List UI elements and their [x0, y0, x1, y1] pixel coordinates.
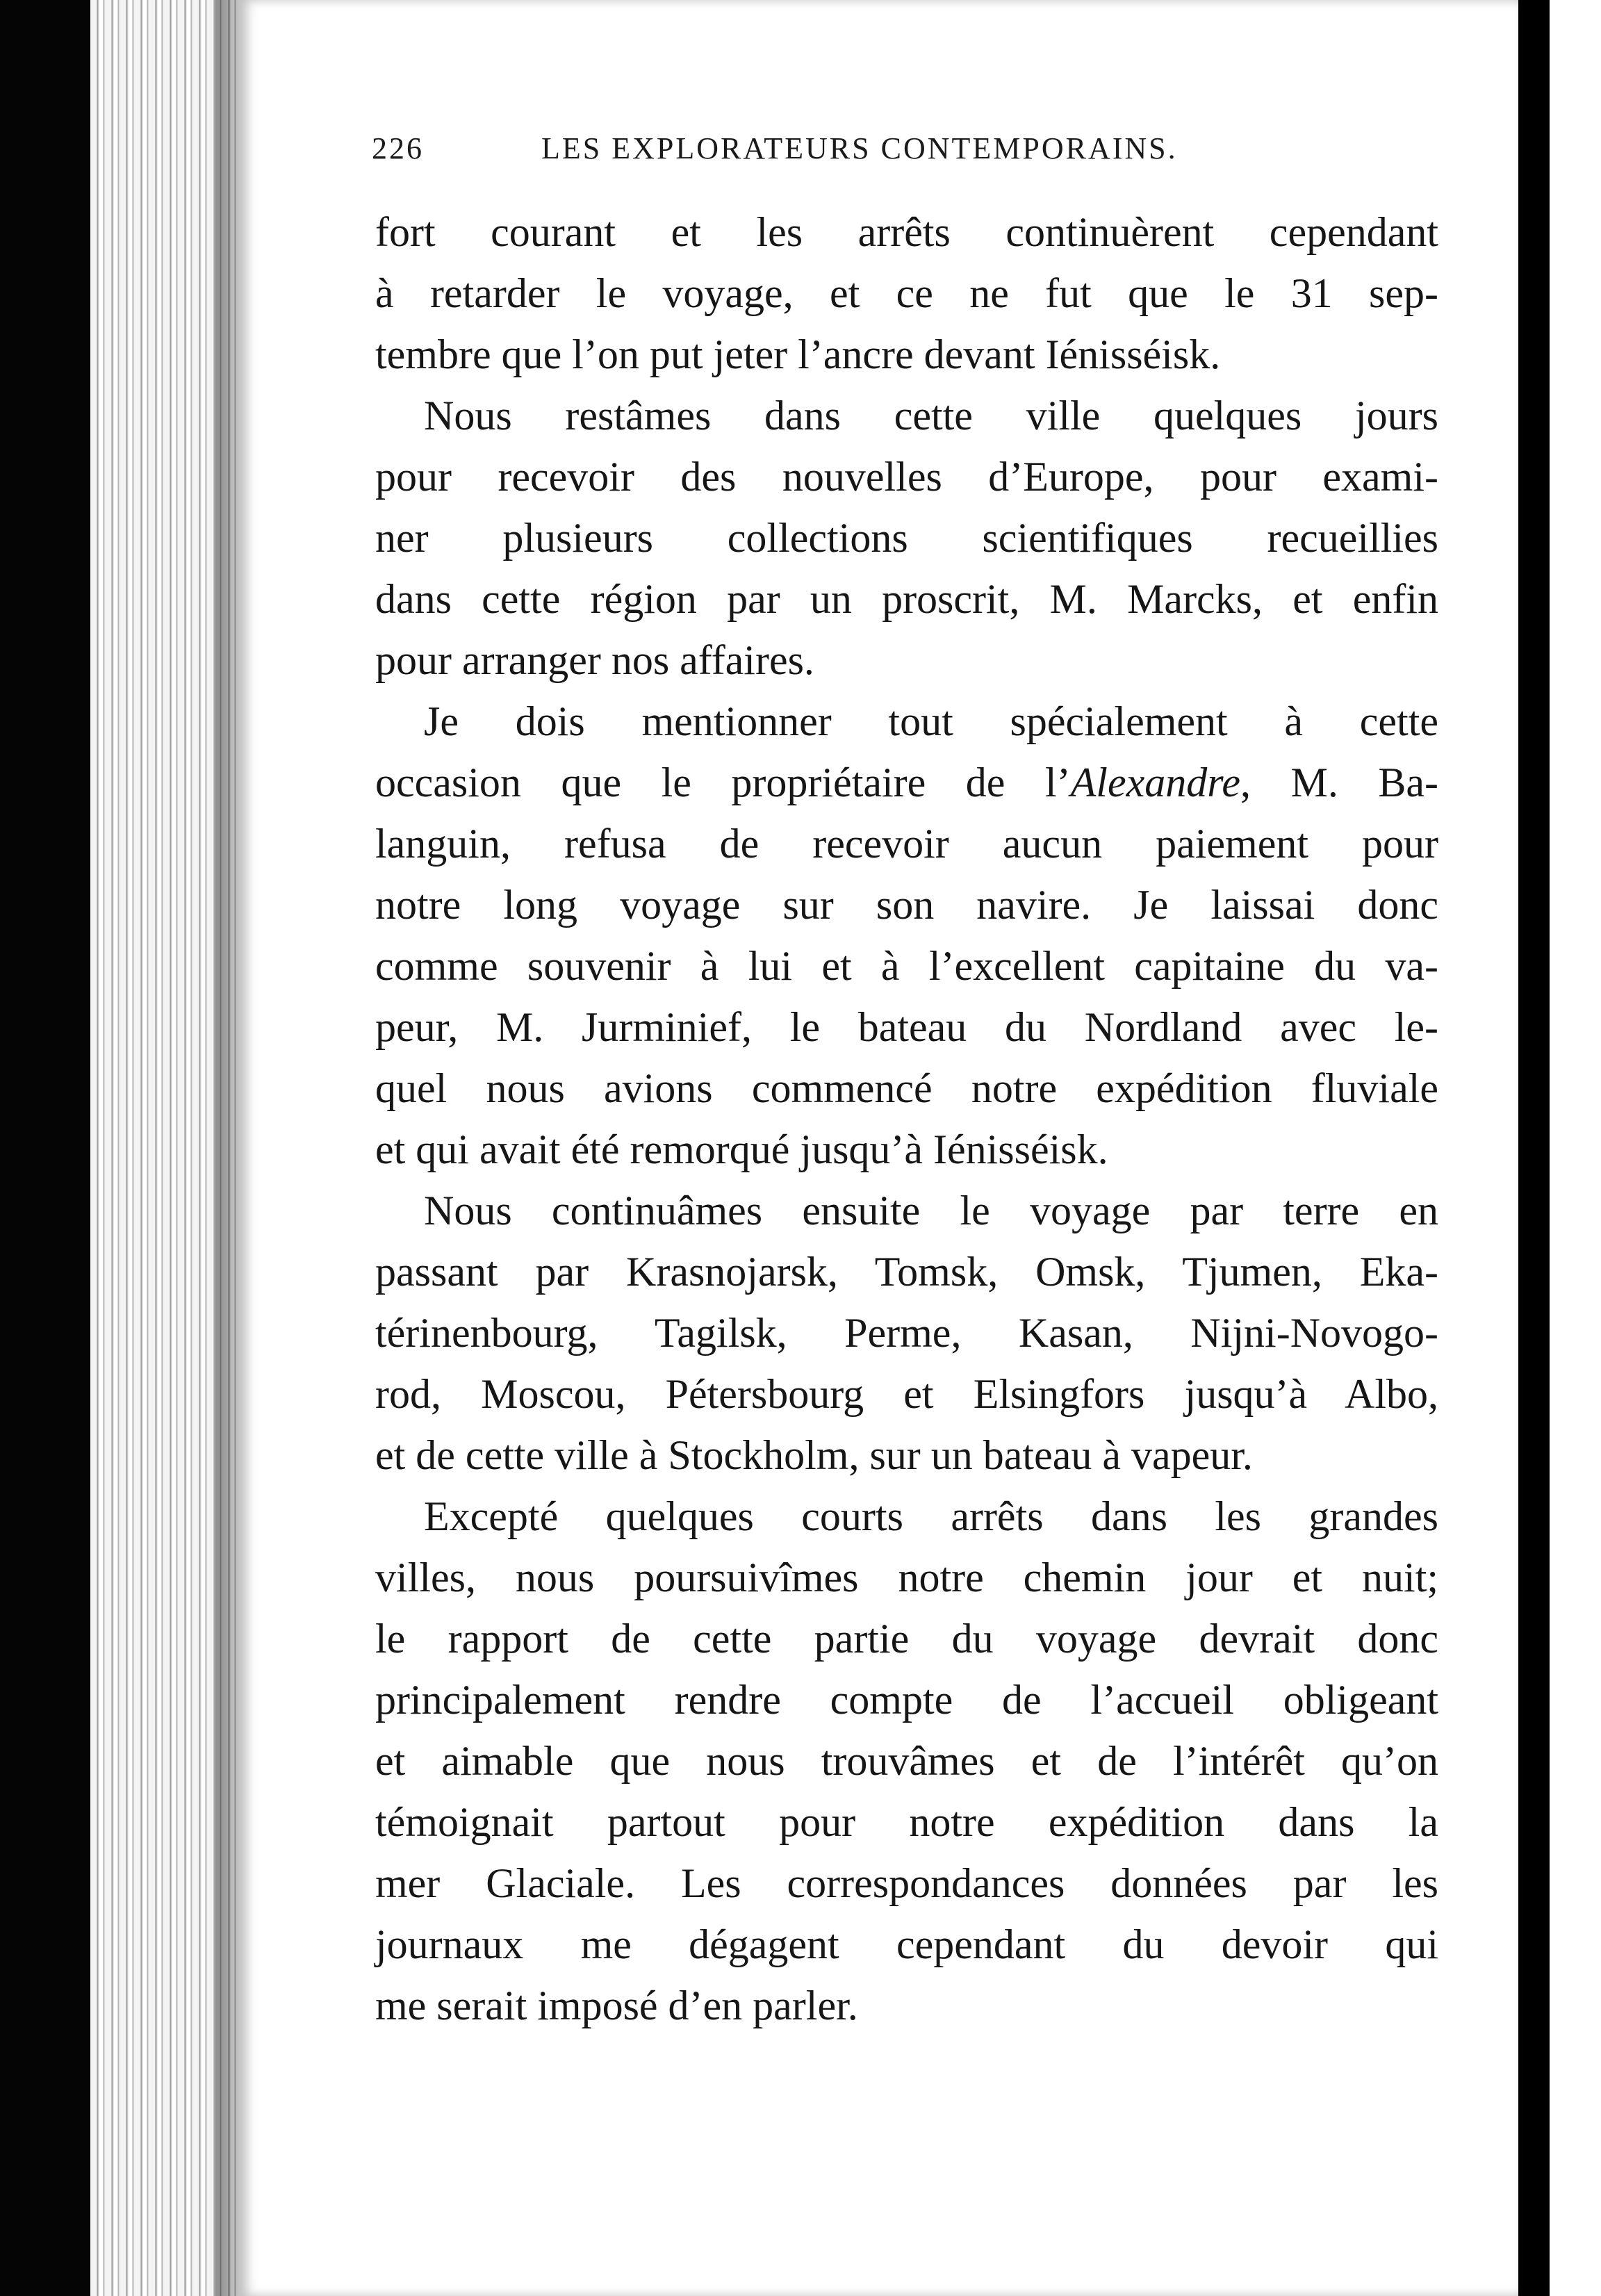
text-line: notre long voyage sur son navire. Je laissai donc: [375, 882, 1438, 928]
text-line: mer Glaciale. Les correspondances données par les: [375, 1860, 1438, 1906]
text-line: journaux me dégagent cependant du devoir qui: [375, 1921, 1438, 1967]
text-line: peur, M. Jurminief, le bateau du Nordland avec le-: [375, 1004, 1438, 1050]
book-gutter: [1518, 0, 1550, 2296]
text-line: fort courant et les arrêts continuèrent cependant: [375, 209, 1438, 255]
text-line: le rapport de cette partie du voyage devrait donc: [375, 1616, 1438, 1662]
text-line: languin, refusa de recevoir aucun paiement pour: [375, 821, 1438, 867]
text-line: pour arranger nos affaires.: [375, 637, 814, 683]
paragraph-5: [375, 1486, 1438, 2036]
paragraph-2: [375, 385, 1438, 691]
text-line: et de cette ville à Stockholm, sur un bateau à vapeur.: [375, 1432, 1253, 1478]
text-line: et aimable que nous trouvâmes et de l’intérêt qu’on: [375, 1738, 1438, 1784]
text-line: comme souvenir à lui et à l’excellent capitaine du va-: [375, 943, 1438, 989]
text-line: principalement rendre compte de l’accueil obligeant: [375, 1677, 1438, 1723]
text-line: Je dois mentionner tout spécialement à cette: [424, 698, 1438, 744]
text-line: térinenbourg, Tagilsk, Perme, Kasan, Nijni-Novogo-: [375, 1310, 1438, 1356]
text-line: à retarder le voyage, et ce ne fut que le 31 sep-: [375, 270, 1438, 316]
text-line: Excepté quelques courts arrêts dans les grandes: [424, 1493, 1438, 1539]
text-line: Nous continuâmes ensuite le voyage par terre en: [424, 1188, 1438, 1233]
running-head: [372, 131, 1275, 179]
text-line: passant par Krasnojarsk, Tomsk, Omsk, Tjumen, Eka-: [375, 1249, 1438, 1295]
text-segment: occasion que le propriétaire de l’: [375, 760, 1071, 805]
text-line: Nous restâmes dans cette ville quelques jours: [424, 393, 1438, 438]
text-line: quel nous avions commencé notre expédition fluviale: [375, 1065, 1438, 1111]
text-line: villes, nous poursuivîmes notre chemin jour et nuit;: [375, 1555, 1438, 1600]
text-line: ner plusieurs collections scientifiques recueillies: [375, 515, 1438, 561]
text-line: témoignait partout pour notre expédition dans la: [375, 1799, 1438, 1845]
text-line: dans cette région par un proscrit, M. Marcks, et enfin: [375, 576, 1438, 622]
body-text: [375, 202, 1438, 2036]
page-number: 226: [372, 131, 424, 165]
paragraph-1: [375, 202, 1438, 385]
text-line: et qui avait été remorqué jusqu’à Iénisséisk.: [375, 1126, 1108, 1172]
paragraph-3: [375, 691, 1438, 1180]
text-line-with-italic: [375, 752, 1438, 813]
text-line: tembre que l’on put jeter l’ancre devant Iénisséisk.: [375, 331, 1221, 377]
text-line: pour recevoir des nouvelles d’Europe, pour exami-: [375, 454, 1438, 500]
paragraph-4: [375, 1180, 1438, 1486]
text-line: rod, Moscou, Pétersbourg et Elsingfors jusqu’à Albo,: [375, 1371, 1438, 1417]
text-segment: , M. Ba-: [1240, 760, 1439, 805]
text-line: me serait imposé d’en parler.: [375, 1983, 858, 2028]
facing-page-edge: [1550, 0, 1601, 2296]
running-title: LES EXPLORATEURS CONTEMPORAINS.: [541, 131, 1178, 165]
ship-name: Alexandre: [1070, 760, 1240, 805]
